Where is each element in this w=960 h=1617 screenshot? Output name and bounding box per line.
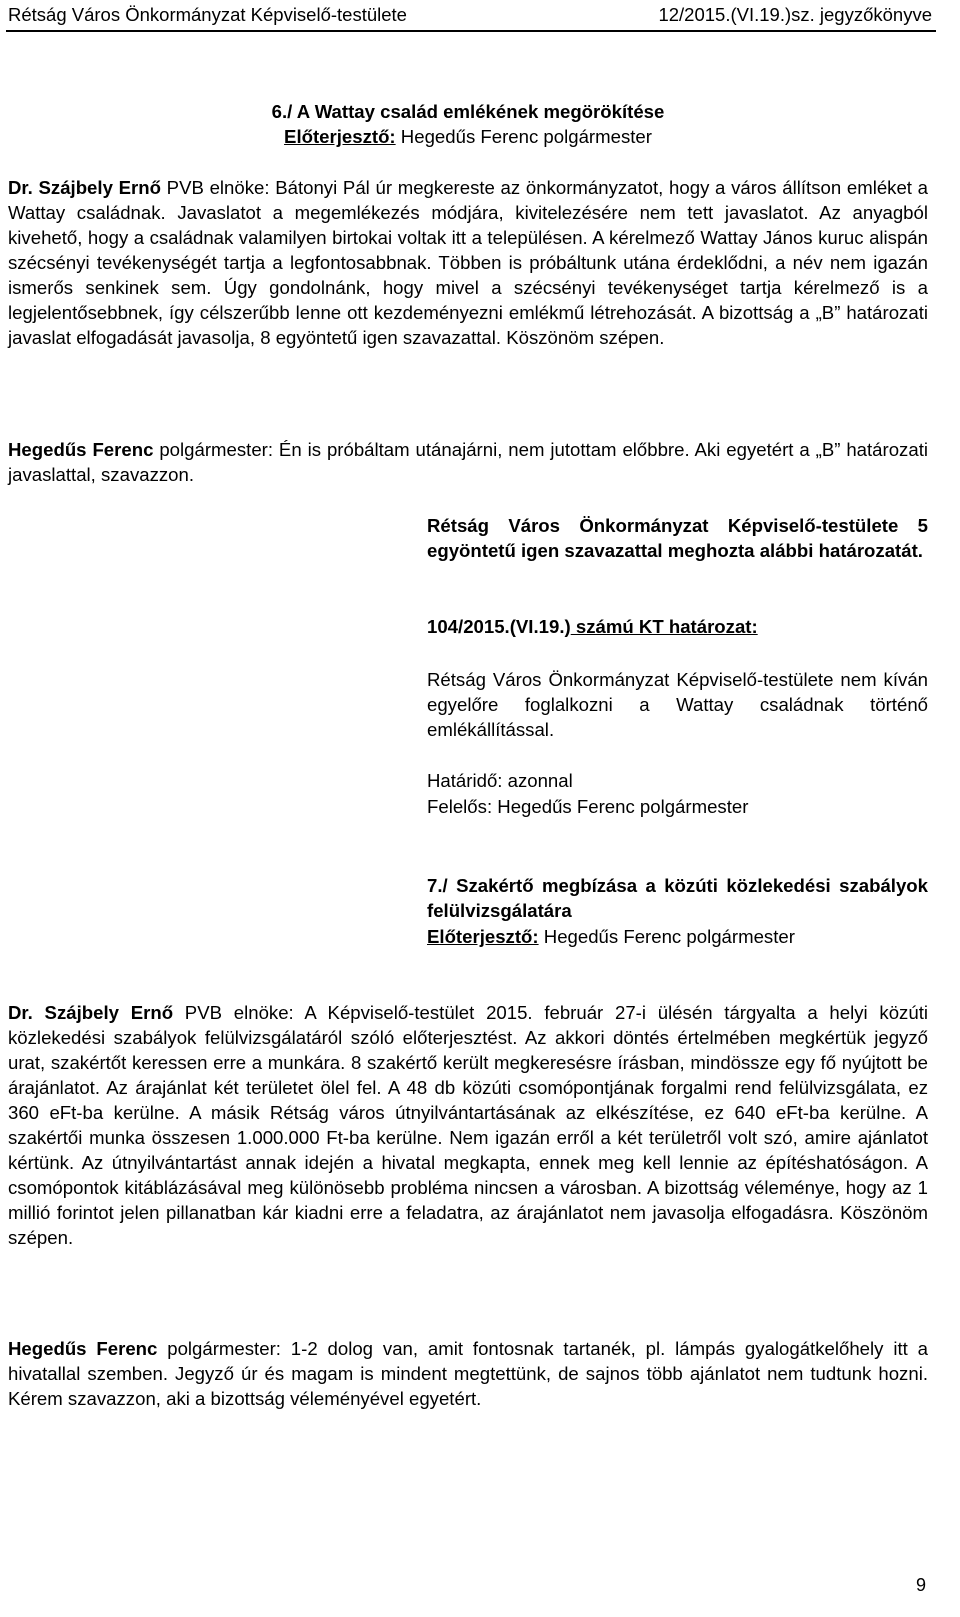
speaker-name: Dr. Szájbely Ernő [8, 1002, 174, 1023]
header-doc-number: 12/2015.(VI.19.)sz. jegyzőkönyve [658, 4, 932, 25]
section6-presenter-name: Hegedűs Ferenc polgármester [395, 126, 652, 147]
vote-result: Rétság Város Önkormányzat Képviselő-testülete 5 egyöntetű igen szavazattal meghozta alábbi határozatát. [427, 515, 928, 561]
speech-text: polgármester: Én is próbáltam utánajárni, nem jutottam előbbre. Aki egyetért a „B” határozati javaslattal, szavazzon. [8, 439, 928, 485]
speech-hegedus-1 [8, 437, 928, 487]
speaker-name: Hegedűs Ferenc [8, 1338, 158, 1359]
header-title: Rétság Város Önkormányzat Képviselő-testülete [8, 4, 407, 25]
speech-szajbely-2 [8, 1000, 928, 1250]
section7-presenter [427, 924, 928, 949]
speaker-name: Dr. Szájbely Ernő [8, 177, 161, 198]
speech-text: PVB elnöke: Bátonyi Pál úr megkereste az önkormányzatot, hogy a város állítson emléket a Wattay családnak. Javaslatot a megemlékezés módjára, kivitelezésére nem tett javaslatot. Az anyagból kivehető, hogy a családnak valamilyen birtokai voltak itt a településen. A kérelmező Wattay János kuruc alispán szécsényi tevékenységét tartja a legfontosabbnak. Többen is próbáltunk utána érdeklődni, a név nem igazán ismerős senkinek sem. Úgy gondolnánk, hogy mivel a szécsényi tevékenységet tartja kérelmező is a legjelentősebbnek, így célszerűbb lenne ott kezdeményezni emlékmű létrehozását. A bizottság a „B” határozati javaslat elfogadását javasolja, 8 egyöntetű igen szavazattal. Köszönöm szépen. [8, 177, 929, 348]
resolution-deadline: Határidő: azonnal [427, 770, 573, 791]
resolution-body: Rétság Város Önkormányzat Képviselő-testülete nem kíván egyelőre foglalkozni a Wattay családnak történő emlékállítással. [427, 669, 928, 740]
section6-title: 6./ A Wattay család emlékének megörökítése [271, 101, 665, 122]
speech-szajbely-1 [8, 175, 928, 350]
resolution-responsible: Felelős: Hegedűs Ferenc polgármester [427, 796, 749, 817]
resolution-suffix: számú KT határozat: [570, 616, 758, 637]
speaker-name: Hegedűs Ferenc [8, 439, 154, 460]
section7-presenter-name: Hegedűs Ferenc polgármester [538, 926, 795, 947]
resolution-number: 104/2015.(VI.19.) [427, 616, 571, 637]
speech-hegedus-2 [8, 1336, 928, 1411]
speech-text: polgármester: 1-2 dolog van, amit fontosnak tartanék, pl. lámpás gyalogátkelőhely itt a hivatallal szemben. Jegyző úr és magam is mindent megtettünk, de sajnos több ajánlatot nem tudtunk hozni. Kérem szavazzon, aki a bizottság véleményével egyetért. [8, 1338, 928, 1409]
header-rule [6, 30, 936, 32]
section6-presenter [8, 124, 928, 149]
resolution-heading [427, 614, 928, 639]
section6-presenter-label: Előterjesztő: [284, 126, 396, 147]
section7-presenter-label: Előterjesztő: [427, 926, 539, 947]
page-number: 9 [915, 1575, 926, 1595]
section7-title: 7./ Szakértő megbízása a közúti közlekedési szabályok felülvizsgálatára [427, 875, 928, 921]
page-header [0, 0, 960, 34]
speech-text: PVB elnöke: A Képviselő-testület 2015. február 27-i ülésén tárgyalta a helyi közúti közlekedési szabályok felülvizsgálatáról szóló előterjesztést. Az akkori döntés értelmében megkértük jegyző urat, szakértőt keressen erre a munkára. 8 szakértő került megkeresésre írásban, mindössze egy fő nyújtott be árajánlatot. Az árajánlat két területet ölel fel. A 48 db közúti csomópontjának forgalmi rend felülvizsgálata, ez 360 eFt-ba kerülne. A másik Rétság város útnyilvántartásának az elkészítése, ez 640 eFt-ba kerülne. A szakértői munka összesen 1.000.000 Ft-ba kerülne. Nem igazán erről a két területről volt szó, amire ajánlatot kértünk. Az útnyilvántartást annak idején a hivatal megkapta, ennek meg kell lennie az építéshatóságon. A csomópontok kitáblázásával meg különösebb probléma nincsen a városban. A bizottság véleménye, hogy az 1 millió forintot jelen pillanatban kár kiadni erre a feladatra, az árajánlatot nem javasolja elfogadásra. Köszönöm szépen. [8, 1002, 928, 1248]
